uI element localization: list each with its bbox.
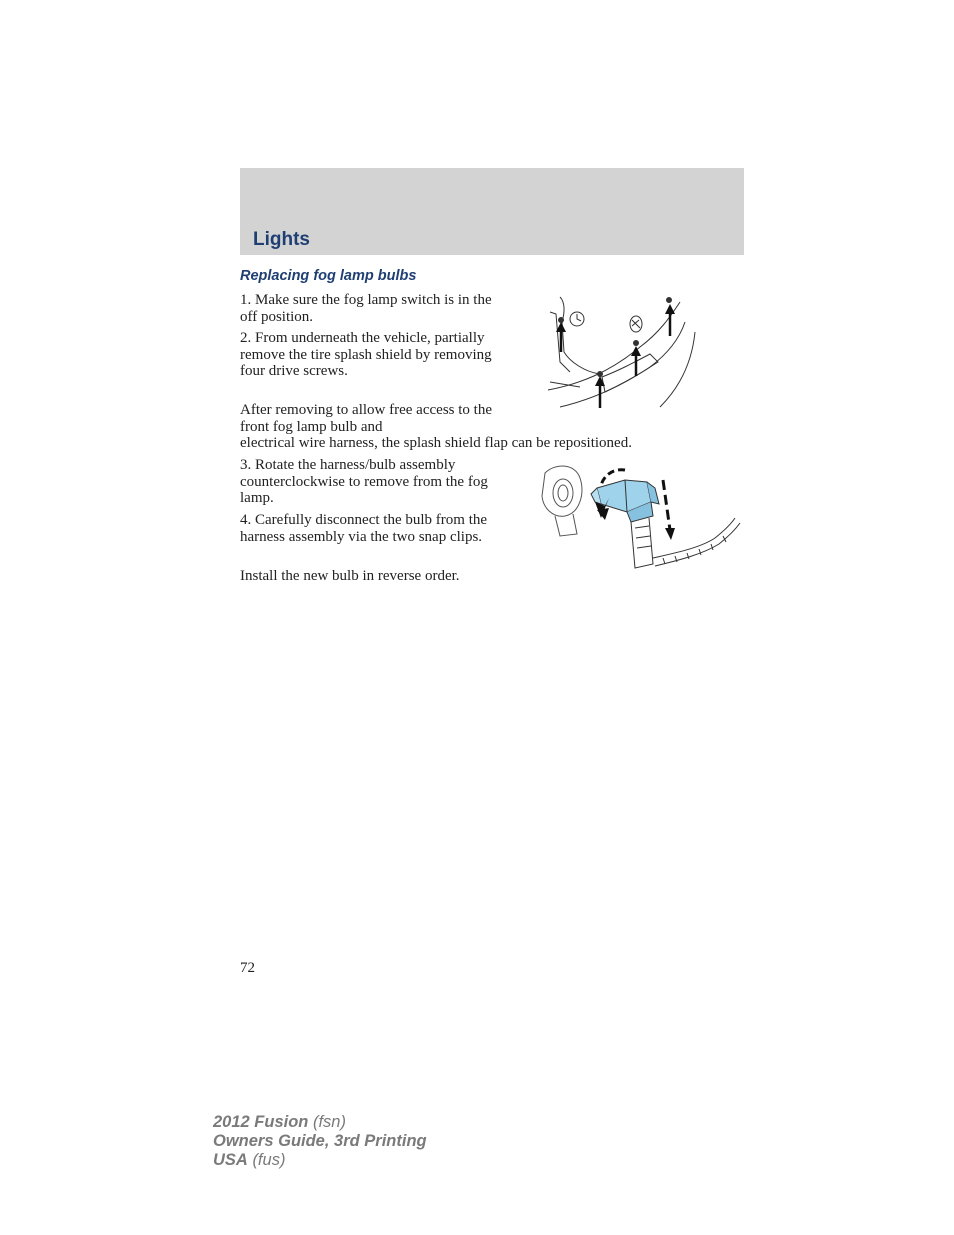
page-title: Lights bbox=[253, 229, 310, 250]
footer-model: 2012 Fusion bbox=[213, 1113, 309, 1131]
step-1-text: 1. Make sure the fog lamp switch is in the off position. bbox=[240, 292, 492, 325]
footer-line-2 bbox=[213, 1132, 427, 1151]
install-text: Install the new bulb in reverse order. bbox=[240, 568, 460, 584]
after-text-line2: electrical wire harness, the splash shield flap can be repositioned. bbox=[240, 435, 632, 451]
header-band bbox=[240, 168, 744, 255]
splash-shield-illustration bbox=[540, 292, 700, 412]
step-3-text: 3. Rotate the harness/bulb assembly counterclockwise to remove from the fog lamp. bbox=[240, 457, 488, 506]
step-4-text: 4. Carefully disconnect the bulb from the harness assembly via the two snap clips. bbox=[240, 512, 488, 545]
footer-model-code: (fsn) bbox=[312, 1113, 346, 1131]
footer-market: USA bbox=[213, 1151, 248, 1169]
footer-line-1 bbox=[213, 1113, 427, 1132]
footer-edition: Owners Guide, 3rd Printing bbox=[213, 1132, 427, 1150]
footer-line-3 bbox=[213, 1151, 427, 1170]
section-title: Replacing fog lamp bulbs bbox=[240, 268, 417, 284]
after-text-line1: After removing to allow free access to the front fog lamp bulb and bbox=[240, 402, 492, 435]
bulb-harness-illustration bbox=[535, 458, 745, 583]
footer-market-code: (fus) bbox=[252, 1151, 286, 1169]
page-number: 72 bbox=[240, 960, 255, 976]
step-2-text: 2. From underneath the vehicle, partially remove the tire splash shield by removing four drive screws. bbox=[240, 330, 492, 379]
footer bbox=[213, 1113, 427, 1170]
